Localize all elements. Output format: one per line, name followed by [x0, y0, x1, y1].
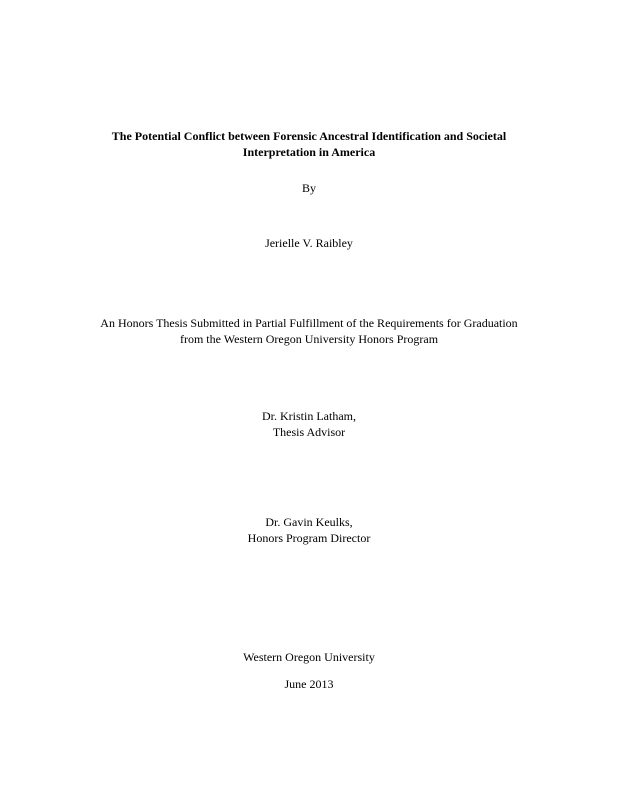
title-line-2: Interpretation in America — [242, 145, 376, 159]
director-name: Dr. Gavin Keulks, — [265, 515, 353, 529]
submission-date: June 2013 — [284, 677, 334, 691]
director-role: Honors Program Director — [247, 531, 371, 545]
institution-name: Western Oregon University — [243, 650, 375, 664]
advisor-role: Thesis Advisor — [272, 425, 346, 439]
by-label: By — [301, 181, 316, 195]
advisor-name: Dr. Kristin Latham, — [262, 409, 356, 423]
statement-line-2: from the Western Oregon University Honors Program — [179, 332, 439, 346]
title-line-1: The Potential Conflict between Forensic Ancestral Identification and Societal — [111, 129, 507, 143]
statement-line-1: An Honors Thesis Submitted in Partial Fulfillment of the Requirements for Graduation — [100, 316, 518, 330]
author-name: Jerielle V. Raibley — [265, 236, 353, 250]
